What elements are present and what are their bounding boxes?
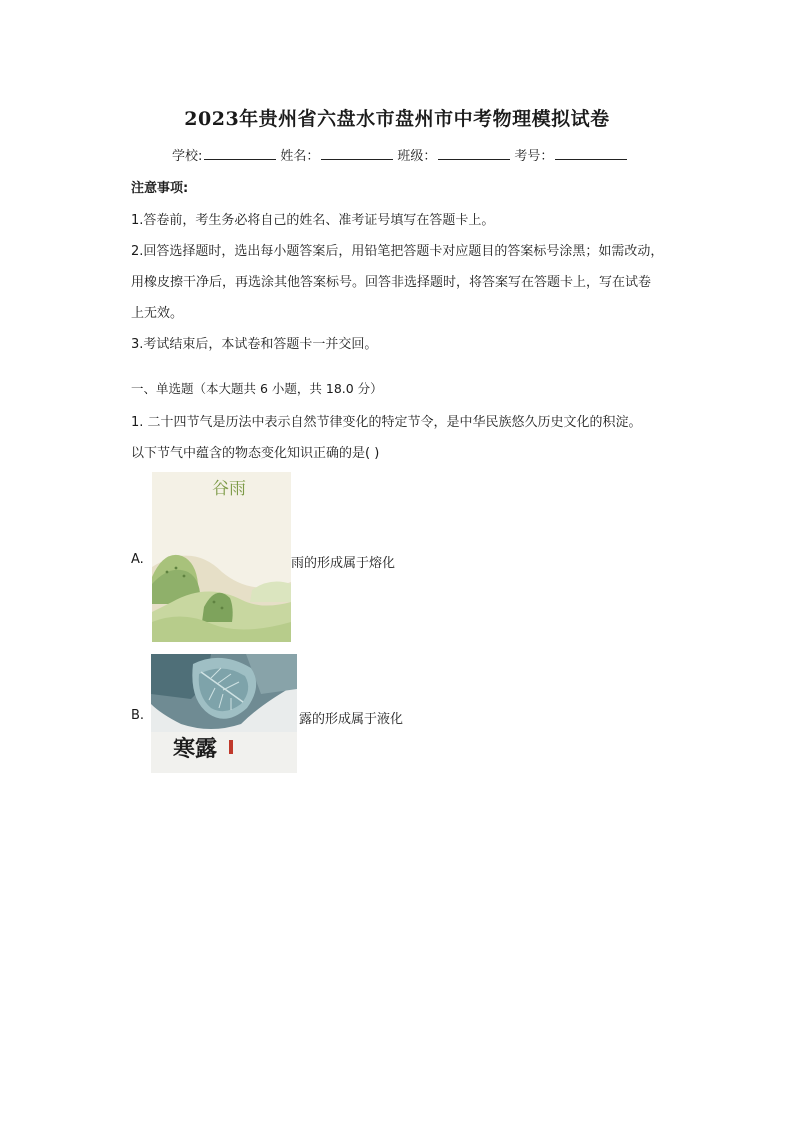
section-heading: 一、单选题（本大题共 6 小题，共 18.0 分）	[131, 381, 383, 396]
notice-heading: 注意事项:	[131, 181, 189, 196]
cold-dew-image	[151, 654, 297, 773]
school-label: 学校:	[172, 149, 203, 164]
notice-item: 1.答卷前，考生务必将自己的姓名、准考证号填写在答题卡上。	[131, 213, 495, 228]
notice-item: 用橡皮擦干净后，再选涂其他答案标号。回答非选择题时，将答案写在答题卡上，写在试卷	[131, 275, 652, 290]
notice-item: 3.考试结束后，本试卷和答题卡一并交回。	[131, 337, 378, 352]
class-blank	[438, 147, 510, 160]
exam-title: 2023年贵州省六盘水市盘州市中考物理模拟试卷	[184, 108, 610, 130]
option-b-text: 露的形成属于液化	[299, 712, 404, 727]
name-label: 姓名：	[280, 149, 320, 164]
question-stem-line1: 1. 二十四节气是历法中表示自然节律变化的特定节令，是中华民族悠久历史文化的积淀。	[131, 415, 642, 430]
notice-item: 2.回答选择题时，选出每小题答案后，用铅笔把答题卡对应题目的答案标号涂黑；如需改动，	[131, 244, 664, 259]
grain-rain-image	[152, 472, 291, 642]
class-label: 班级：	[397, 149, 437, 164]
cold-dew-image-text: 寒露	[173, 736, 218, 762]
exam-number-label: 考号：	[514, 149, 554, 164]
grain-rain-image-text: 谷雨	[212, 479, 246, 499]
student-info-line	[172, 145, 631, 164]
option-a-text: 雨的形成属于熔化	[291, 556, 396, 571]
option-a-letter: A.	[131, 552, 144, 567]
notice-item: 上无效。	[131, 306, 184, 321]
school-blank	[204, 147, 276, 160]
question-stem-line2: 以下节气中蕴含的物态变化知识正确的是( )	[131, 446, 380, 461]
exam-number-blank	[555, 147, 627, 160]
option-b-letter: B.	[131, 708, 145, 723]
name-blank	[321, 147, 393, 160]
